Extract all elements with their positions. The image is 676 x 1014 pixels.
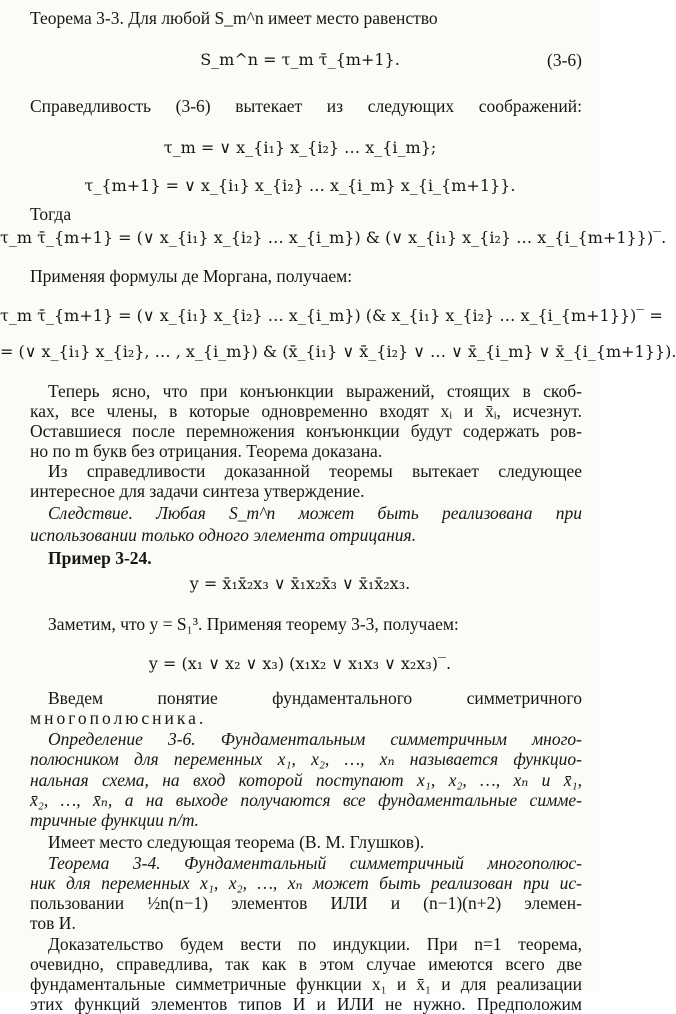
paragraph-line: Доказательство будем вести по индукции. При n=1 теорема, bbox=[48, 934, 582, 954]
theorem-3-4-line: ник для переменных x₁, x₂, …, xₙ может быть реализован при ис- bbox=[30, 873, 582, 893]
theorem-3-3-statement: Теорема 3-3. Для любой S_m^n имеет место равенство bbox=[30, 8, 438, 28]
definition-3-6-line: Определение 3-6. Фундаментальным симметричным много- bbox=[48, 729, 582, 749]
theorem-3-4-line: Теорема 3-4. Фундаментальный симметричный многополюс- bbox=[48, 853, 582, 873]
paragraph-line: очевидно, справедлива, так как в этом случае имеются всего две bbox=[30, 954, 582, 974]
equation-number-3-6: (3-6) bbox=[547, 50, 582, 70]
theorem-3-4-line: тов И. bbox=[30, 913, 76, 933]
definition-3-6-line: x̄₂, …, x̄ₙ, а на выходе получаются все фундаментальные симме- bbox=[30, 790, 582, 810]
theorem-3-4-line: пользовании ½n(n−1) элементов ИЛИ и (n−1)(n+2) элемен- bbox=[30, 893, 582, 913]
example-formula-y: y = x̄₁x̄₂x₃ ∨ x̄₁x₂x̄₃ ∨ x̄₁x̄₂x₃. bbox=[189, 574, 411, 593]
equation-3-6: S_m^n = τ_m τ̄_{m+1}. bbox=[200, 50, 400, 69]
paragraph-line: Из справедливости доказанной теоремы вытекает следующее bbox=[48, 461, 582, 481]
paragraph-line: Введем понятие фундаментального симметричного bbox=[48, 688, 582, 708]
formula-tau-m-plus-1: τ_{m+1} = ∨ x_{i₁} x_{i₂} … x_{i_m} x_{i_{m+1}}. bbox=[84, 176, 516, 195]
corollary-line: Следствие. Любая S_m^n может быть реализована при bbox=[48, 503, 582, 523]
paragraph-line: Тогда bbox=[30, 204, 72, 224]
definition-3-6-line: нальная схема, на вход которой поступают x₁, x₂, …, xₙ и x̄₁, bbox=[30, 770, 582, 790]
example-result-formula: y = (x₁ ∨ x₂ ∨ x₃) (x₁x₂ ∨ x₁x₃ ∨ x₂x₃)‾. bbox=[148, 654, 452, 673]
paragraph-line: Оставшиеся после перемножения конъюнкции будут содержать ров- bbox=[30, 421, 582, 441]
paragraph-line: фундаментальные симметричные функции x₁ и x̄₁ и для реализации bbox=[30, 974, 582, 994]
paragraph-line: многополюсника. bbox=[30, 708, 207, 728]
paragraph-line: Справедливость (3-6) вытекает из следующих соображений: bbox=[30, 96, 582, 116]
paragraph-line: Заметим, что y = S₁³. Применяя теорему 3-3, получаем: bbox=[48, 614, 459, 634]
formula-tau-m: τ_m = ∨ x_{i₁} x_{i₂} … x_{i_m}; bbox=[163, 138, 437, 157]
paragraph-line: этих функций элементов типов И и ИЛИ не нужно. Предположим bbox=[30, 994, 582, 1014]
paragraph-line: Теперь ясно, что при конъюнкции выражений, стоящих в скоб- bbox=[48, 381, 582, 401]
formula-de-morgan-2: = (∨ x_{i₁} x_{i₂}, … , x_{i_m}) & (x̄_{i₁} ∨ x̄_{i₂} ∨ … ∨ x̄_{i_m} ∨ x̄_{i_{m+1}}). bbox=[0, 342, 676, 361]
definition-3-6-line: полюсником для переменных x₁, x₂, …, xₙ называется функцио- bbox=[30, 749, 582, 769]
paragraph-line: но по m букв без отрицания. Теорема доказана. bbox=[30, 441, 383, 461]
paragraph-line: Применяя формулы де Моргана, получаем: bbox=[30, 266, 353, 286]
corollary-line: использовании только одного элемента отрицания. bbox=[30, 525, 417, 545]
paragraph-line: интересное для задачи синтеза утверждение. bbox=[30, 481, 365, 501]
formula-product: τ_m τ̄_{m+1} = (∨ x_{i₁} x_{i₂} … x_{i_m}) & (∨ x_{i₁} x_{i₂} … x_{i_{m+1}})‾. bbox=[0, 228, 667, 247]
definition-3-6-line: тричные функции n/m. bbox=[30, 810, 199, 830]
formula-de-morgan-1: τ_m τ̄_{m+1} = (∨ x_{i₁} x_{i₂} … x_{i_m}) (& x_{i₁} x_{i₂} … x_{i_{m+1}})‾ = bbox=[0, 306, 663, 325]
paragraph-line: Имеет место следующая теорема (В. М. Глушков). bbox=[48, 832, 425, 852]
example-3-24-heading: Пример 3-24. bbox=[48, 548, 152, 568]
paragraph-line: ках, все члены, в которые одновременно входят xᵢ и x̄ᵢ, исчезнут. bbox=[30, 401, 582, 421]
